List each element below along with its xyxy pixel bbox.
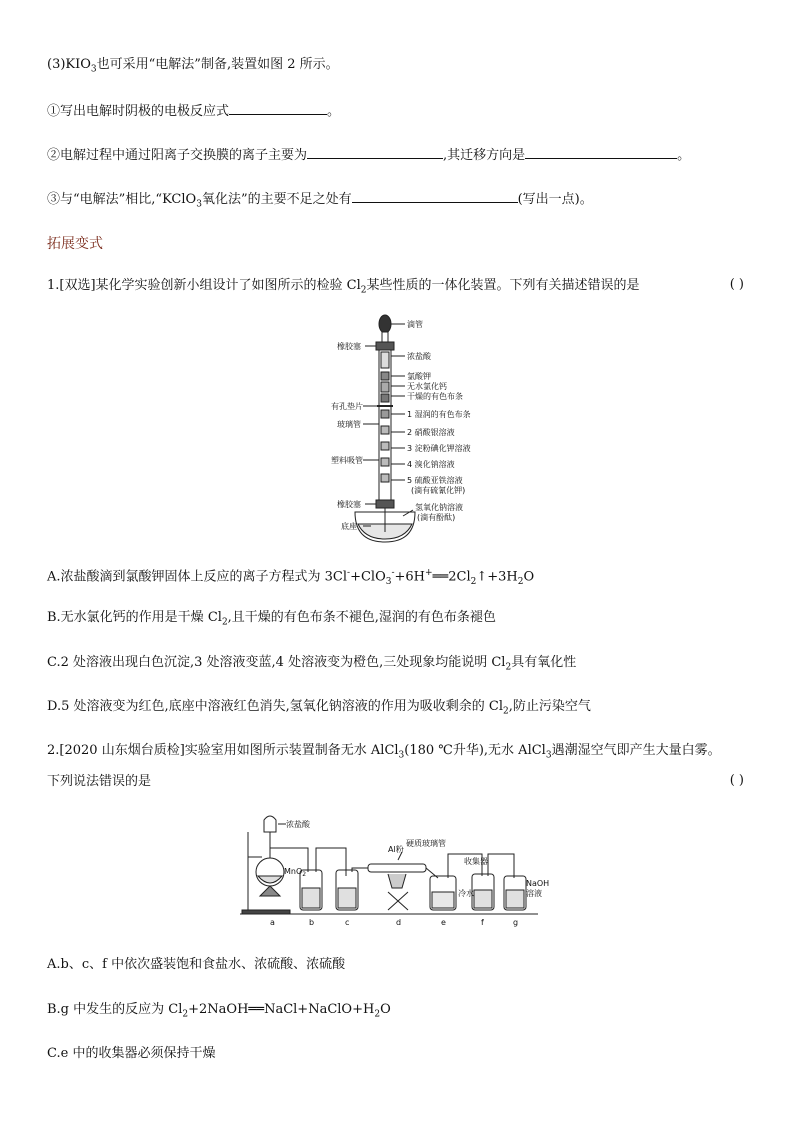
label-hcl: 浓盐酸 <box>407 352 431 361</box>
label-nabr: 4 溴化钠溶液 <box>407 460 455 469</box>
label-naoh-solution: 溶液 <box>526 889 542 898</box>
p2-stem-2: 下列说法错误的是 <box>47 774 152 789</box>
label-stopper-bottom: 橡胶塞 <box>337 500 361 509</box>
label-stopper-top: 橡胶塞 <box>337 342 361 351</box>
answer-blank[interactable] <box>307 144 443 159</box>
p1-option-a[interactable]: A.浓盐酸滴到氯酸钾固体上反应的离子方程式为 $3Cl^-+ClO_3^-+6H^+══2Cl_2↑+3H_2O$ <box>47 568 535 587</box>
label-f: f <box>481 918 484 927</box>
p2-option-c[interactable]: C.e 中的收集器必须保持干燥 <box>47 1046 216 1061</box>
p2-option-b[interactable]: B.g 中发生的反应为 $Cl_2+2NaOH══NaCl+NaClO+H_2O$ <box>47 1002 391 1020</box>
answer-blank[interactable] <box>352 188 518 203</box>
label-al: Al粉 <box>388 845 404 854</box>
label-wet-cloth: 1 湿润的有色布条 <box>407 410 471 419</box>
label-collector: 收集器 <box>464 857 488 866</box>
label-dropper: 滴管 <box>407 320 423 329</box>
label-cold-water: 冷水 <box>458 889 474 898</box>
label-ki-starch: 3 淀粉碘化钾溶液 <box>407 444 471 453</box>
answer-blank[interactable] <box>525 144 677 159</box>
p1-option-c[interactable]: C.2 处溶液出现白色沉淀,3 处溶液变蓝,4 处溶液变为橙色,三处现象均能说明 $Cl_2$具有氧化性 <box>47 655 577 673</box>
label-agno3: 2 硝酸银溶液 <box>407 428 455 437</box>
answer-blank[interactable] <box>229 100 327 115</box>
label-hcl: 浓盐酸 <box>286 820 310 829</box>
label-cacl2: 无水氯化钙 <box>407 382 447 391</box>
label-naoh: NaOH <box>526 879 550 888</box>
section-title: 拓展变式 <box>47 236 103 252</box>
label-a: a <box>270 918 275 927</box>
label-mno2: MnO$_2$ <box>284 867 307 878</box>
p2-answer-paren[interactable]: ( ) <box>729 773 744 788</box>
label-kclo3: 氯酸钾 <box>407 372 431 381</box>
label-d: d <box>396 918 402 927</box>
p2-stem: 2.[2020 山东烟台质检]实验室用如图所示装置制备无水 AlCl$_3$(180 ℃升华),无水 AlCl$_3$遇潮湿空气即产生大量白雾。 <box>47 743 721 761</box>
label-kscn: (滴有硫氰化钾) <box>411 486 466 495</box>
label-g: g <box>513 918 519 927</box>
label-c: c <box>345 918 350 927</box>
label-pad: 有孔垫片 <box>331 402 363 411</box>
label-naoh: 氢氧化钠溶液 <box>415 503 463 512</box>
label-b: b <box>309 918 315 927</box>
label-tube: 硬质玻璃管 <box>406 839 446 848</box>
p2-option-a[interactable]: A.b、c、f 中依次盛装饱和食盐水、浓硫酸、浓硫酸 <box>47 957 346 972</box>
p1-apparatus-figure <box>325 312 505 547</box>
label-base: 底座 <box>341 522 357 531</box>
label-e: e <box>441 918 446 927</box>
label-feso4: 5 硫酸亚铁溶液 <box>407 476 463 485</box>
label-glass-tube: 玻璃管 <box>337 420 361 429</box>
label-phenol: (滴有酚酞) <box>417 513 456 522</box>
p1-answer-paren[interactable]: ( ) <box>729 277 744 292</box>
label-dry-cloth: 干燥的有色布条 <box>407 392 463 401</box>
q3-sub3: ③与“电解法”相比,“KClO$_3$氧化法”的主要不足之处有 (写出一点)。 <box>47 188 593 214</box>
p1-option-d[interactable]: D.5 处溶液变为红色,底座中溶液红色消失,氢氧化钠溶液的作用为吸收剩余的 $Cl_2$,防止污染空气 <box>47 699 591 717</box>
q3-sub2: ②电解过程中通过阳离子交换膜的离子主要为 ,其迁移方向是 。 <box>47 144 690 165</box>
p1-option-b[interactable]: B.无水氯化钙的作用是干燥 $Cl_2$,且干燥的有色布条不褪色,湿润的有色布条褪色 <box>47 610 496 628</box>
p2-apparatus-figure <box>238 812 558 930</box>
p1-stem: 1.[双选]某化学实验创新小组设计了如图所示的检验 $Cl_2$某些性质的一体化装置。下列有关描述错误的是 <box>47 278 640 296</box>
label-plastic-tube: 塑料吸管 <box>331 456 363 465</box>
q3-intro: $(3)KIO_3$也可采用“电解法”制备,装置如图 2 所示。 <box>47 57 339 75</box>
q3-sub1: ①写出电解时阴极的电极反应式 。 <box>47 100 340 121</box>
